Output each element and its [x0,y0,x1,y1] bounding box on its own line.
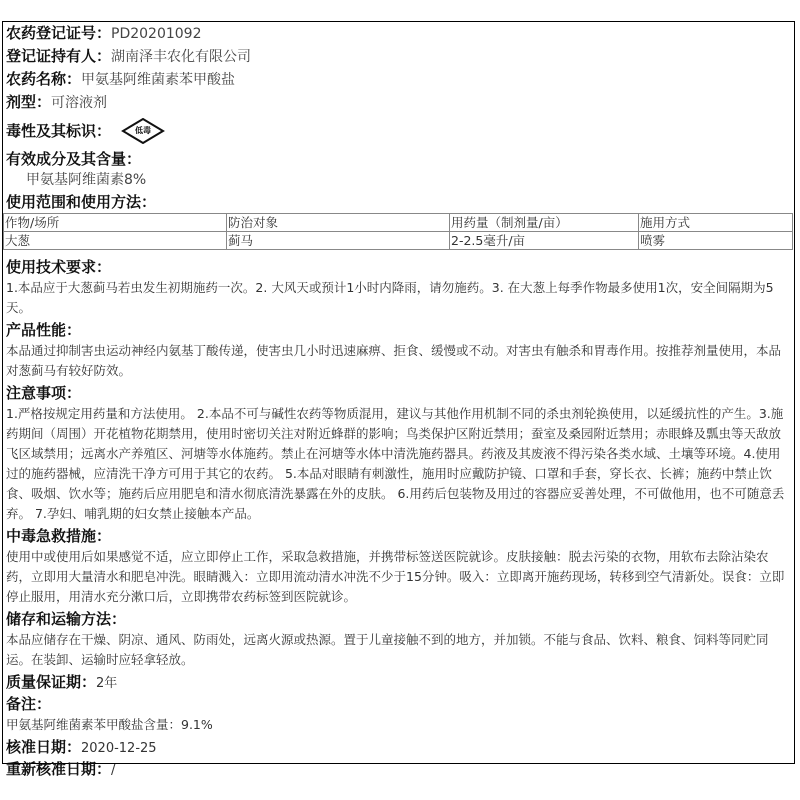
reg-no-row [6,22,794,45]
storage-text: 本品应储存在干燥、阴凉、通风、防雨处，远离火源或热源。置于儿童接触不到的地方，并加锁。不能与食品、饮料、粮食、饲料等同贮同运。在装卸、运输时应轻拿轻放。 [6,632,769,667]
reapproval-value: / [111,763,116,778]
perf-heading: 产品性能： [6,321,82,339]
table-cell: 蓟马 [227,232,450,250]
approval-row [6,736,794,758]
usage-table [3,213,793,250]
table-row [4,232,793,250]
notes-text: 1.严格按规定用药量和方法使用。 2.本品不可与碱性农药等物质混用，建议与其他作用机制不同的杀虫剂轮换使用，以延缓抗性的产生。3.施药期间（周围）开花植物花期禁用，使用时密切关注对附近蜂群的影响；鸟类保护区附近禁用；蚕室及桑园附近禁用；赤眼蜂及瓢虫等天敌放飞区域禁用；远离水产养殖区、河塘等水体施药。禁止在河塘等水体中清洗施药器具。药液及其废液不得污染各类水域、土壤等环境。4.使用过的施药器械，应清洗干净方可用于其它的农药。 5.本品对眼睛有刺激性，施用时应戴防护镜、口罩和手套，穿长衣、长裤；施药中禁止饮食、吸烟、饮水等；施药后应用肥皂和清水彻底清洗暴露在外的皮肤。 6.用药后包装物及用过的容器应妥善处理，不可做他用，也不可随意丢弃。 7.孕妇、哺乳期的妇女禁止接触本产品。 [6,406,785,521]
perf-text: 本品通过抑制害虫运动神经内氨基丁酸传递，使害虫几小时迅速麻痹、拒食、缓慢或不动。对害虫有触杀和胃毒作用。按推荐剂量使用，本品对葱蓟马有较好防效。 [6,343,782,378]
holder-label: 登记证持有人： [6,47,112,65]
holder-row [6,45,794,68]
table-header-row [4,214,793,232]
shelf-life-row [6,671,794,693]
tech-heading: 使用技术要求： [6,258,112,276]
remark-text: 甲氨基阿维菌素苯甲酸盐含量：9.1% [6,717,213,732]
reapproval-row [6,758,794,780]
table-header-cell: 施用方式 [639,214,793,232]
formulation-value: 可溶液剂 [51,95,108,111]
table-cell: 喷雾 [639,232,793,250]
name-label: 农药名称： [6,70,82,88]
toxicity-badge-text: 低毒 [135,126,152,135]
approval-label: 核准日期： [6,738,82,756]
table-cell: 2-2.5毫升/亩 [450,232,639,250]
tech-text: 1.本品应于大葱蓟马若虫发生初期施药一次。2. 大风天或预计1小时内降雨，请勿施药。3. 在大葱上每季作物最多使用1次，安全间隔期为5天。 [6,280,774,315]
shelf-life-label: 质量保证期： [6,673,97,691]
active-heading: 有效成分及其含量： [6,150,142,168]
usage-heading: 使用范围和使用方法： [6,193,157,211]
table-header-cell: 作物/场所 [4,214,227,232]
reapproval-label: 重新核准日期： [6,760,112,778]
table-header-cell: 防治对象 [227,214,450,232]
toxicity-row [6,114,794,148]
firstaid-heading: 中毒急救措施： [6,527,112,545]
shelf-life-value: 2年 [96,676,118,691]
toxicity-label: 毒性及其标识： [6,121,112,140]
table-cell: 大葱 [4,232,227,250]
low-toxicity-diamond-icon [121,118,165,144]
active-value: 甲氨基阿维菌素8% [26,172,147,188]
storage-heading: 储存和运输方法： [6,610,127,628]
approval-value: 2020-12-25 [81,741,157,756]
name-row [6,68,794,91]
name-value: 甲氨基阿维菌素苯甲酸盐 [81,72,236,88]
pesticide-label-document [2,21,795,778]
reg-no-value: PD20201092 [111,26,202,42]
notes-heading: 注意事项： [6,384,82,402]
table-header-cell: 用药量（制剂量/亩） [450,214,639,232]
formulation-row [6,91,794,114]
firstaid-text: 使用中或使用后如果感觉不适，应立即停止工作，采取急救措施，并携带标签送医院就诊。皮肤接触：脱去污染的衣物，用软布去除沾染农药，立即用大量清水和肥皂冲洗。眼睛溅入：立即用流动清水冲洗不少于15分钟。吸入：立即离开施药现场，转移到空气清新处。误食：立即停止服用，用清水充分漱口后，立即携带农药标签到医院就诊。 [6,549,785,604]
reg-no-label: 农药登记证号： [6,24,112,42]
remark-heading: 备注： [6,695,52,713]
formulation-label: 剂型： [6,93,52,111]
holder-value: 湖南泽丰农化有限公司 [111,49,252,65]
